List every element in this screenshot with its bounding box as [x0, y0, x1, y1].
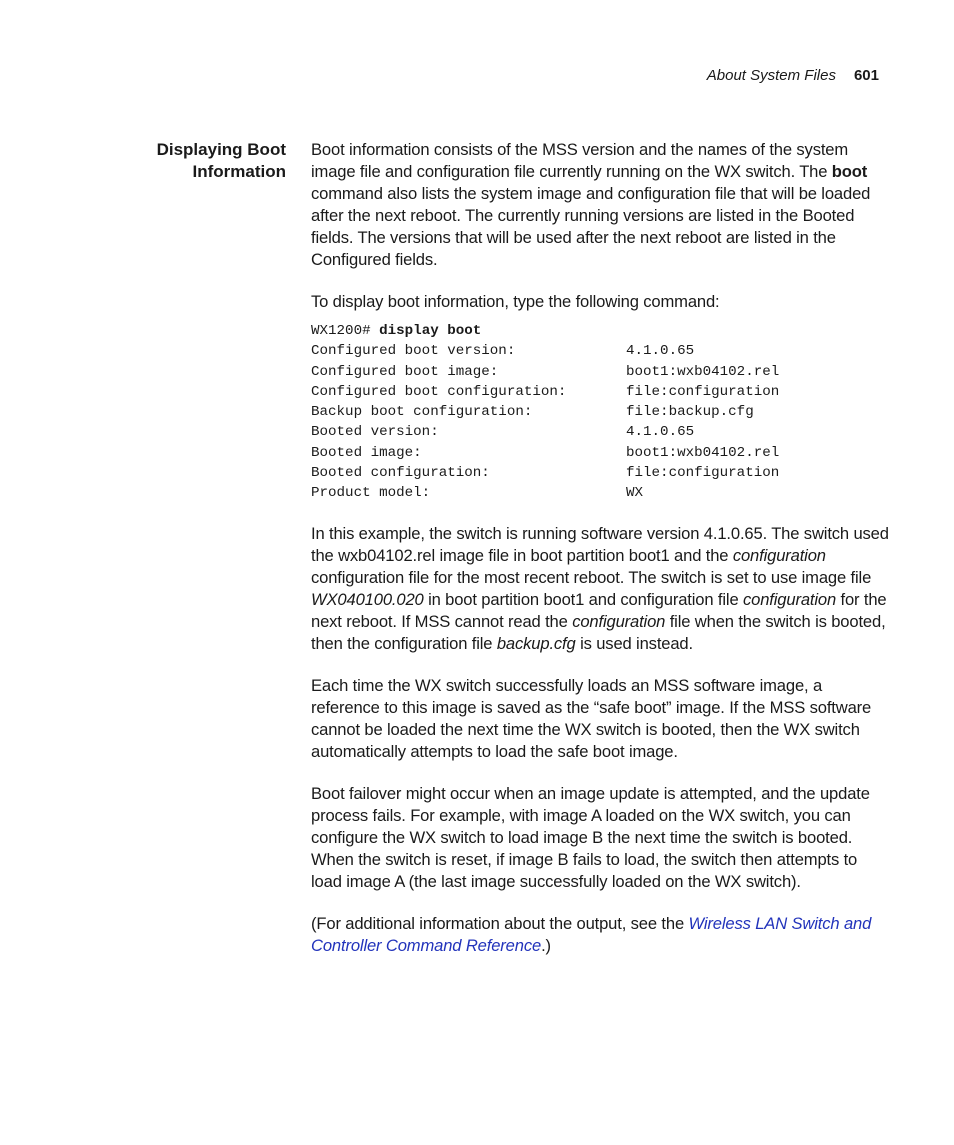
output-value: file:configuration: [626, 383, 780, 400]
body-text: [311, 139, 889, 977]
example-text-2: configuration file for the most recent reboot. The switch is set to use image file: [311, 567, 872, 587]
example-filename-2: WX040100.020: [311, 589, 424, 609]
output-row: [311, 443, 889, 463]
output-row: [311, 362, 889, 382]
output-row: [311, 483, 889, 503]
command-prompt: WX1200#: [311, 323, 380, 339]
example-filename-5: backup.cfg: [496, 633, 576, 653]
output-value: WX: [626, 485, 644, 502]
intro-paragraph: [311, 139, 889, 271]
example-filename-3: configuration: [742, 589, 837, 609]
example-filename-4: configuration: [572, 611, 666, 631]
reference-paragraph: [311, 913, 889, 957]
section-heading-line-2: Information: [192, 162, 286, 181]
example-text-6: is used instead.: [575, 633, 693, 653]
output-row: [311, 422, 889, 442]
output-row: [311, 341, 889, 361]
output-row: [311, 463, 889, 483]
output-value: file:backup.cfg: [626, 404, 754, 421]
output-label: Configured boot configuration:: [311, 383, 567, 400]
reference-text-after: .): [541, 935, 551, 955]
output-label: Configured boot image:: [311, 363, 499, 380]
command-reference-link[interactable]: Wireless LAN Switch and Controller Command Reference: [311, 913, 872, 955]
example-filename-1: configuration: [732, 545, 826, 565]
safe-boot-paragraph: Each time the WX switch successfully loads an MSS software image, a reference to this image is saved as the “safe boot” image. If the MSS software cannot be loaded the next time the WX switch is booted, then the WX switch automatically attempts to load the safe boot image.: [311, 675, 872, 761]
example-text-3: in boot partition boot1 and configuration file: [423, 589, 743, 609]
command-text: display boot: [379, 323, 482, 339]
output-label: Booted version:: [311, 424, 439, 441]
running-header-section-title: About System Files: [706, 67, 836, 84]
output-label: Backup boot configuration:: [311, 404, 533, 421]
intro-command-keyword: boot: [831, 162, 868, 181]
output-value: boot1:wxb04102.rel: [626, 363, 780, 380]
command-example: [311, 321, 889, 504]
section-heading-line-1: Displaying Boot: [156, 140, 286, 159]
example-text-1: In this example, the switch is running software version 4.1.0.65. The switch used the wxb04102.rel image file in boot partition boot1 and the: [311, 523, 889, 565]
output-label: Booted configuration:: [311, 465, 490, 482]
output-label: Product model:: [311, 485, 431, 502]
failover-paragraph: Boot failover might occur when an image update is attempted, and the update process fails. For example, with image A loaded on the WX switch, you can configure the WX switch to load image B the next time the switch is booted. When the switch is reset, if image B fails to load, the switch then attempts to load image A (the last image successfully loaded on the WX switch).: [311, 783, 870, 891]
instruction-paragraph: To display boot information, type the following command:: [311, 292, 720, 311]
output-value: 4.1.0.65: [626, 424, 695, 441]
example-text-4: for the next reboot. If MSS cannot read the: [311, 589, 887, 631]
example-paragraph: [311, 523, 889, 655]
intro-text-1: Boot information consists of the MSS version and the names of the system image file and configuration file currently running on the WX switch. The: [311, 140, 849, 181]
output-row: [311, 382, 889, 402]
output-label: Configured boot version:: [311, 343, 516, 360]
page-number: 601: [853, 67, 879, 84]
output-value: file:configuration: [626, 465, 780, 482]
command-line: [311, 321, 889, 341]
output-value: 4.1.0.65: [626, 343, 695, 360]
output-row: [311, 402, 889, 422]
reference-text-before: (For additional information about the output, see the: [311, 913, 689, 933]
example-text-5: file when the switch is booted, then the configuration file: [311, 611, 886, 653]
intro-text-2: command also lists the system image and configuration file that will be loaded after the next reboot. The currently running versions are listed in the Booted fields. The versions that will be used after the next reboot are listed in the Configured fields.: [311, 184, 871, 269]
running-header: [707, 66, 879, 86]
output-label: Booted image:: [311, 444, 422, 461]
section-heading: [100, 139, 286, 183]
output-value: boot1:wxb04102.rel: [626, 444, 780, 461]
